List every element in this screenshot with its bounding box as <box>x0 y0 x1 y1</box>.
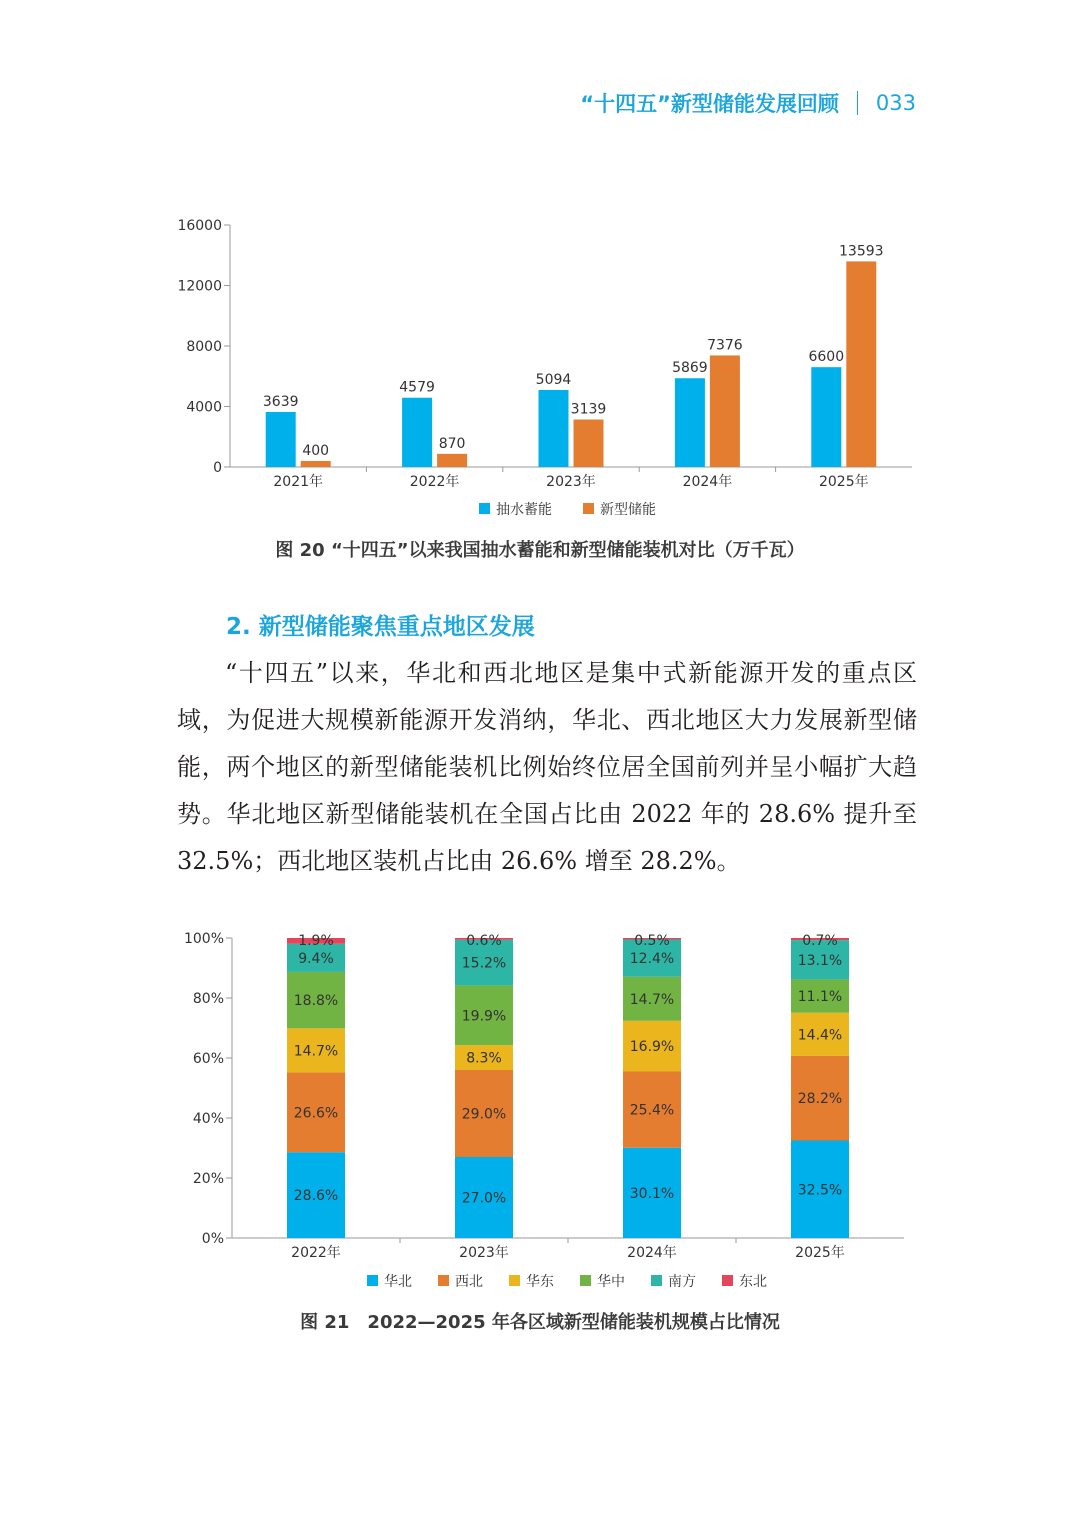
y-tick-label: 4000 <box>186 399 222 416</box>
legend-label: 东北 <box>739 1274 767 1290</box>
segment-data-label: 11.1% <box>797 989 843 1006</box>
bar-data-label: 5094 <box>535 371 572 388</box>
segment-data-label: 16.9% <box>629 1039 675 1056</box>
bar-data-label: 6600 <box>808 349 845 366</box>
bar-data-label: 3139 <box>570 401 607 418</box>
legend-swatch <box>580 1275 591 1286</box>
segment-data-label: 9.4% <box>298 950 334 967</box>
bar <box>539 390 569 467</box>
segment-data-label: 28.2% <box>797 1091 843 1108</box>
x-tick-label: 2024年 <box>682 474 733 490</box>
x-tick-label: 2023年 <box>459 1245 509 1261</box>
legend-swatch <box>583 503 594 514</box>
bar <box>675 378 705 467</box>
header-title: “十四五”新型储能发展回顾 <box>580 92 839 116</box>
segment-data-label: 0.7% <box>802 933 838 949</box>
y-tick-label: 16000 <box>177 218 222 234</box>
legend-label: 华东 <box>526 1274 554 1290</box>
page-number: 033 <box>875 91 916 115</box>
segment-data-label: 32.5% <box>797 1182 843 1199</box>
segment-data-label: 25.4% <box>629 1102 675 1119</box>
y-tick-label: 0% <box>201 1231 224 1247</box>
segment-data-label: 14.4% <box>797 1027 843 1044</box>
y-tick-label: 40% <box>192 1111 224 1127</box>
y-tick-label: 12000 <box>177 278 222 295</box>
figure21-caption: 图 21 2022—2025 年各区域新型储能装机规模占比情况 <box>300 1312 780 1333</box>
segment-data-label: 30.1% <box>629 1185 675 1202</box>
legend-label: 南方 <box>668 1274 696 1290</box>
y-tick-label: 80% <box>192 991 224 1007</box>
figure20-caption: 图 20 “十四五”以来我国抽水蓄能和新型储能装机对比（万千瓦） <box>275 540 805 561</box>
y-tick-label: 8000 <box>186 339 222 355</box>
segment-data-label: 18.8% <box>293 993 339 1010</box>
legend-swatch <box>479 503 490 514</box>
segment-data-label: 12.4% <box>629 951 675 968</box>
x-tick-label: 2022年 <box>291 1245 341 1261</box>
segment-data-label: 0.6% <box>466 933 502 949</box>
segment-data-label: 15.2% <box>461 955 507 972</box>
segment-data-label: 1.9% <box>298 933 334 949</box>
segment-data-label: 28.6% <box>293 1188 339 1205</box>
bar-data-label: 7376 <box>707 337 743 354</box>
bar <box>402 398 432 467</box>
legend-swatch <box>651 1275 662 1286</box>
segment-data-label: 27.0% <box>461 1190 507 1207</box>
header-divider <box>857 91 858 115</box>
y-tick-label: 0 <box>213 460 222 476</box>
page-header <box>580 88 916 118</box>
segment-data-label: 14.7% <box>629 991 675 1008</box>
figure21-chart <box>0 925 1080 1295</box>
bar-data-label: 13593 <box>839 243 884 260</box>
segment-data-label: 13.1% <box>797 952 843 969</box>
x-tick-label: 2025年 <box>795 1245 845 1261</box>
bar <box>266 412 296 467</box>
bar-data-label: 870 <box>438 435 466 452</box>
bar <box>574 420 604 467</box>
legend-label: 华北 <box>384 1274 412 1290</box>
y-tick-label: 100% <box>183 931 224 947</box>
segment-data-label: 0.5% <box>634 933 670 949</box>
segment-data-label: 14.7% <box>293 1043 339 1060</box>
legend-label: 西北 <box>455 1274 483 1290</box>
legend-label: 新型储能 <box>600 502 656 518</box>
x-tick-label: 2021年 <box>273 474 324 490</box>
bar <box>811 367 841 467</box>
segment-data-label: 8.3% <box>466 1050 502 1067</box>
y-tick-label: 60% <box>192 1051 224 1067</box>
bar <box>437 454 467 467</box>
legend-label: 抽水蓄能 <box>496 502 552 518</box>
body-paragraph: “十四五”以来，华北和西北地区是集中式新能源开发的重点区域，为促进大规模新能源开发消纳，华北、西北地区大力发展新型储能，两个地区的新型储能装机比例始终位居全国前列并呈小幅扩大趋势。华北地区新型储能装机在全国占比由 2022 年的 28.6% 提升至 32.5%；西北地区装机占比由 26.6% 增至 28.2%。 <box>177 659 917 875</box>
bar <box>710 355 740 467</box>
section-title: 2. 新型储能聚焦重点地区发展 <box>226 614 535 640</box>
segment-data-label: 26.6% <box>293 1105 339 1122</box>
x-tick-label: 2022年 <box>409 474 460 490</box>
bar <box>301 461 331 467</box>
x-tick-label: 2025年 <box>818 474 869 490</box>
segment-data-label: 29.0% <box>461 1106 507 1123</box>
x-tick-label: 2023年 <box>546 474 596 490</box>
legend-swatch <box>722 1275 733 1286</box>
legend-swatch <box>367 1275 378 1286</box>
legend-swatch <box>509 1275 520 1286</box>
bar-data-label: 3639 <box>262 393 299 410</box>
bar-data-label: 4579 <box>399 379 435 396</box>
segment-data-label: 19.9% <box>461 1008 507 1025</box>
bar-data-label: 400 <box>302 442 330 459</box>
x-tick-label: 2024年 <box>627 1245 677 1261</box>
legend-label: 华中 <box>597 1274 625 1290</box>
figure20-chart <box>0 210 1080 518</box>
legend-swatch <box>438 1275 449 1286</box>
bar <box>846 261 876 467</box>
bar-data-label: 5869 <box>672 360 708 377</box>
y-tick-label: 20% <box>192 1171 224 1187</box>
